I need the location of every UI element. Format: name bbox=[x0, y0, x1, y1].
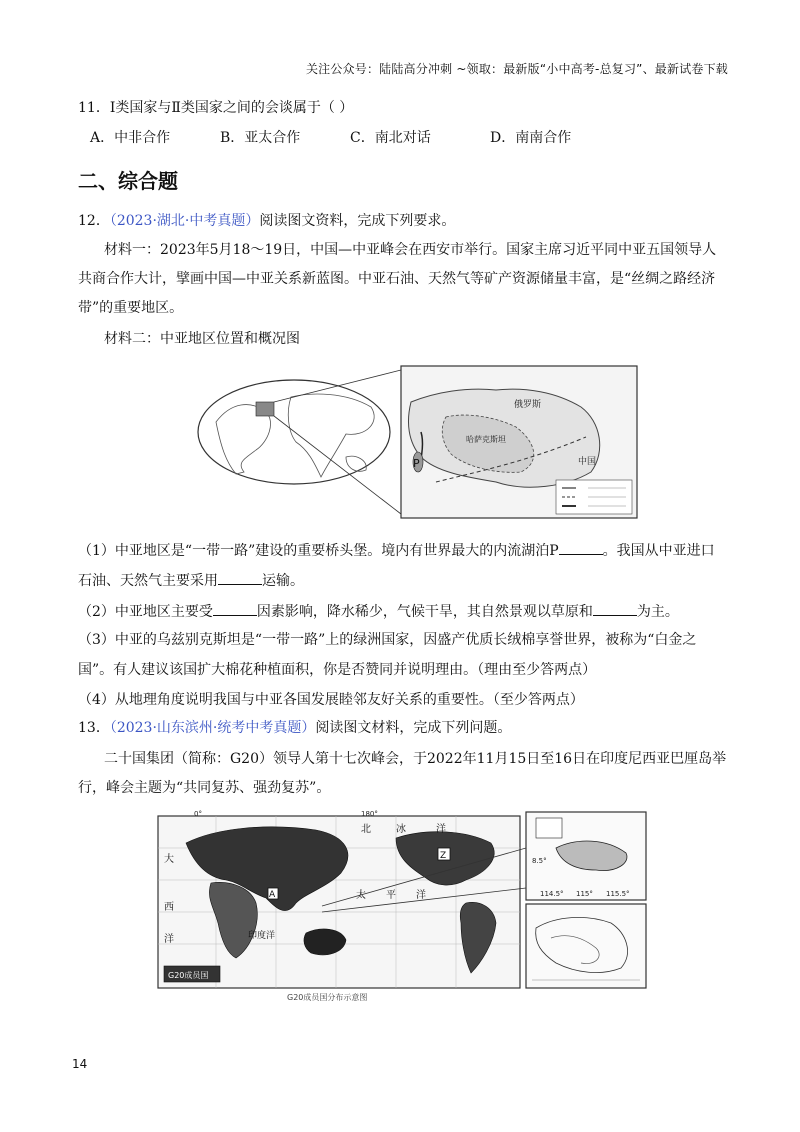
central-asia-map-figure bbox=[196, 362, 640, 522]
option-a: A．中非合作 bbox=[90, 130, 171, 146]
g20-map bbox=[156, 808, 648, 992]
option-d: D．南南合作 bbox=[490, 130, 572, 146]
q12-subquestion-4: （4）从地理角度说明我国与中亚各国发展睦邻友好关系的重要性。（至少答两点） bbox=[78, 692, 584, 708]
q12-sub2-text-b: 因素影响，降水稀少，气候干旱，其自然景观以草原和 bbox=[256, 604, 593, 620]
label-xi: 西 bbox=[164, 902, 174, 913]
q12-sub1-text-b: 。我国从中亚进口 bbox=[602, 543, 715, 559]
q13-paragraph-line-2: 行，峰会主题为“共同复苏、强劲复苏”。 bbox=[78, 780, 331, 796]
label-180-degree: 180° bbox=[361, 810, 378, 818]
material-2-label: 材料二：中亚地区位置和概况图 bbox=[104, 331, 300, 347]
question-12-source: （2023·湖北·中考真题） bbox=[109, 213, 260, 229]
question-11-options bbox=[90, 127, 571, 147]
label-yang-pacific: 洋 bbox=[416, 890, 426, 901]
map-label-china: 中国 bbox=[578, 457, 597, 467]
q12-sub2-text-a: （2）中亚地区主要受 bbox=[78, 604, 213, 620]
question-12-number: 12． bbox=[78, 213, 110, 229]
legend-g20-members: G20成员国 bbox=[168, 971, 209, 980]
answer-blank-factor[interactable] bbox=[213, 601, 257, 616]
label-indian-ocean: 印度洋 bbox=[248, 931, 276, 941]
question-12-heading bbox=[78, 212, 455, 230]
q12-subquestion-2 bbox=[78, 601, 679, 621]
label-bei: 北 bbox=[361, 824, 371, 835]
map-label-russia: 俄罗斯 bbox=[514, 400, 542, 410]
material-1-line-2: 共商合作大计，擘画中国—中亚关系新蓝图。中亚石油、天然气等矿产资源储量丰富，是“丝绸之路经济 bbox=[78, 271, 716, 287]
material-1-line-3: 带”的重要地区。 bbox=[78, 300, 184, 316]
question-13-source: （2023·山东滨州·统考中考真题） bbox=[109, 720, 316, 736]
label-lon-1: 114.5° bbox=[540, 890, 564, 898]
map-label-p: P bbox=[413, 457, 420, 470]
q12-subquestion-1-line-1 bbox=[78, 540, 715, 560]
question-12-prompt: 阅读图文资料，完成下列要求。 bbox=[259, 213, 456, 229]
label-0-degree: 0° bbox=[194, 810, 202, 818]
label-latitude: 8.5° bbox=[532, 857, 547, 865]
question-11-stem: 11．I类国家与Ⅱ类国家之间的会谈属于（ ） bbox=[78, 100, 354, 116]
g20-map-figure bbox=[156, 808, 648, 992]
q13-paragraph-line-1: 二十国集团（简称：G20）领导人第十七次峰会，于2022年11月15日至16日在印度尼西亚巴厘岛举 bbox=[104, 751, 727, 767]
section-title: 二、综合题 bbox=[78, 169, 178, 193]
label-yang-atlantic: 洋 bbox=[164, 934, 174, 945]
map-label-kazakhstan: 哈萨克斯坦 bbox=[466, 435, 506, 444]
label-lon-3: 115.5° bbox=[606, 890, 630, 898]
answer-blank-landscape[interactable] bbox=[593, 601, 637, 616]
q12-sub1-text-a: （1）中亚地区是“一带一路”建设的重要桥头堡。境内有世界最大的内流湖泊P bbox=[78, 543, 559, 559]
central-asia-map bbox=[196, 362, 640, 522]
label-lon-2: 115° bbox=[576, 890, 593, 898]
q12-sub1-text-d: 运输。 bbox=[262, 573, 304, 589]
answer-blank-p[interactable] bbox=[559, 540, 603, 555]
material-1-line-1: 材料一：2023年5月18～19日，中国—中亚峰会在西安市举行。国家主席习近平同中亚五国领导人 bbox=[104, 242, 717, 258]
q12-subquestion-1-line-2 bbox=[78, 570, 304, 590]
label-yang-arctic: 洋 bbox=[436, 824, 446, 835]
label-tai: 太 bbox=[356, 890, 366, 901]
label-bing: 冰 bbox=[396, 824, 406, 835]
option-b: B．亚太合作 bbox=[220, 130, 301, 146]
answer-blank-transport[interactable] bbox=[218, 570, 262, 585]
question-13-prompt: 阅读图文材料，完成下列问题。 bbox=[315, 720, 512, 736]
q12-subquestion-3-line-2: 国”。有人建议该国扩大棉花种植面积，你是否赞同并说明理由。（理由至少答两点） bbox=[78, 662, 597, 678]
option-c: C．南北对话 bbox=[350, 130, 431, 146]
page-header: 关注公众号：陆陆高分冲刺 ~领取：最新版“小中高考-总复习”、最新试卷下载 bbox=[305, 62, 728, 76]
q12-subquestion-3-line-1: （3）中亚的乌兹别克斯坦是“一带一路”上的绿洲国家，因盛产优质长绒棉享誉世界，被称为“白金之 bbox=[78, 632, 697, 648]
q12-sub1-text-c: 石油、天然气主要采用 bbox=[78, 573, 218, 589]
page-number: 14 bbox=[72, 1057, 88, 1071]
question-13-number: 13． bbox=[78, 720, 110, 736]
g20-map-caption: G20成员国分布示意图 bbox=[287, 993, 368, 1002]
label-z: Z bbox=[440, 851, 447, 861]
q12-sub2-text-c: 为主。 bbox=[636, 604, 679, 620]
label-da: 大 bbox=[164, 854, 174, 865]
label-a: A bbox=[269, 890, 276, 900]
question-13-heading bbox=[78, 719, 511, 737]
label-ping: 平 bbox=[386, 890, 396, 901]
